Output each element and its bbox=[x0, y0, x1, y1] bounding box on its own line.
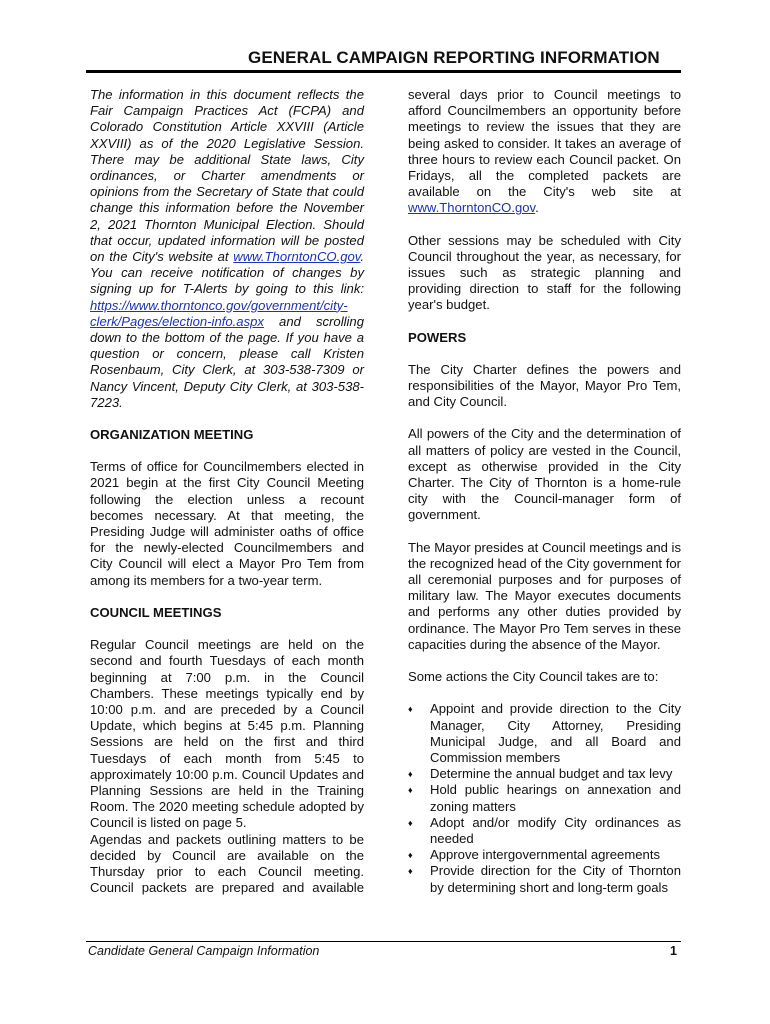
diamond-bullet-icon: ♦ bbox=[408, 785, 413, 796]
intro-text-a: The information in this document reflects the Fair Campaign Practices Act (FCPA) and Colorado Constitution Article XXVIII (Article XXVIII) as of the 2020 Legislative Session. There may be additional State laws, City ordinances, or Charter amendments or opinions from the Secretary of State that could change this information before the November 2, 2021 Thornton Municipal Election. Should that occur, updated information will be posted on the City's website at bbox=[90, 87, 364, 265]
continued-end: . bbox=[535, 200, 539, 216]
powers-text-2: All powers of the City and the determination of all matters of policy are vested in the Council, except as otherwise provided in the City Charter. The City of Thornton is a home-rule city with the Council-manager form of government. bbox=[408, 426, 681, 523]
action-text: Appoint and provide direction to the City Manager, City Attorney, Presiding Municipal Judge, and all Board and Commission members bbox=[430, 701, 681, 765]
footer-document-title: Candidate General Campaign Information bbox=[88, 944, 320, 958]
actions-intro: Some actions the City Council takes are to: bbox=[408, 669, 659, 685]
organization-meeting-heading: ORGANIZATION MEETING bbox=[90, 427, 254, 443]
list-item bbox=[408, 701, 681, 766]
organization-meeting-text: Terms of office for Councilmembers elected in 2021 begin at the first City Council Meeting following the election unless a recount becomes necessary. At that meeting, the Presiding Judge will administer oaths of office for the newly-elected Councilmembers and City Council will elect a Mayor Pro Tem from among its members for a two-year term. bbox=[90, 459, 364, 588]
action-text: Hold public hearings on annexation and zoning matters bbox=[430, 782, 681, 814]
continued-text: several days prior to Council meetings to afford Councilmembers an opportunity before meetings to review the issues that they are being asked to consider. It takes an average of three hours to review each Council packet. On Fridays, all the completed packets are available on the City's web site at bbox=[408, 87, 681, 200]
other-sessions-text: Other sessions may be scheduled with City Council throughout the year, as necessary, for issues such as strategic planning and providing direction to staff for the following year's budget. bbox=[408, 232, 681, 313]
diamond-bullet-icon: ♦ bbox=[408, 866, 413, 877]
powers-text-1: The City Charter defines the powers and responsibilities of the Mayor, Mayor Pro Tem, and City Council. bbox=[408, 361, 681, 410]
action-text: Provide direction for the City of Thornton by determining short and long-term goals bbox=[430, 863, 681, 895]
action-text: Approve intergovernmental agreements bbox=[430, 847, 660, 863]
diamond-bullet-icon: ♦ bbox=[408, 704, 413, 715]
list-item bbox=[408, 766, 681, 782]
thornton-website-link-2[interactable]: www.ThorntonCO.gov bbox=[408, 200, 536, 216]
council-packets-text: Agendas and packets outlining matters to be decided by Council are available on the Thursday prior to each Council meeting. Council packets are prepared and available bbox=[90, 831, 364, 896]
left-column bbox=[90, 87, 364, 912]
list-item bbox=[408, 863, 681, 895]
list-item bbox=[408, 815, 681, 847]
election-info-link[interactable]: https://www.thorntonco.gov/government/city-clerk/Pages/election-info.aspx bbox=[90, 297, 348, 329]
list-item bbox=[408, 847, 681, 863]
intro-text-c: and scrolling down to the bottom of the page. If you have a question or concern, please call Kristen Rosenbaum, City Clerk, at 303-538-7309 or Nancy Vincent, Deputy City Clerk, at 303-538-7223. bbox=[90, 313, 364, 410]
diamond-bullet-icon: ♦ bbox=[408, 769, 413, 780]
intro-paragraph bbox=[90, 87, 364, 411]
page-title: GENERAL CAMPAIGN REPORTING INFORMATION bbox=[248, 48, 660, 67]
intro-text-b: . You can receive notification of changes by signing up for T-Alerts by going to this link: bbox=[90, 249, 364, 297]
powers-heading: POWERS bbox=[408, 329, 467, 345]
council-packets-continued bbox=[408, 87, 681, 217]
council-meetings-heading: COUNCIL MEETINGS bbox=[90, 604, 222, 620]
thornton-website-link[interactable]: www.ThorntonCO.gov bbox=[233, 249, 361, 265]
page-number: 1 bbox=[670, 944, 677, 958]
right-column bbox=[408, 87, 681, 896]
council-meetings-text: Regular Council meetings are held on the second and fourth Tuesdays of each month beginning at 7:00 p.m. in the Council Chambers. These meetings typically end by 10:00 p.m. and are preceded by a Council Update, which begins at 5:45 p.m. Planning Sessions are held on the first and third Tuesdays of each month from 5:45 to approximately 10:00 p.m. Council Updates and Planning Sessions are held in the Training Room. The 2020 meeting schedule adopted by Council is listed on page 5. bbox=[90, 637, 364, 831]
diamond-bullet-icon: ♦ bbox=[408, 850, 413, 861]
actions-list bbox=[408, 701, 681, 895]
powers-text-3: The Mayor presides at Council meetings and is the recognized head of the City government for all ceremonial purposes and for purposes of military law. The Mayor executes documents and performs any other duties provided by ordinance. The Mayor Pro Tem serves in these capacities during the absence of the Mayor. bbox=[408, 539, 681, 652]
list-item bbox=[408, 782, 681, 814]
action-text: Determine the annual budget and tax levy bbox=[430, 766, 673, 782]
diamond-bullet-icon: ♦ bbox=[408, 817, 413, 828]
action-text: Adopt and/or modify City ordinances as needed bbox=[430, 814, 681, 846]
footer-divider bbox=[86, 941, 681, 942]
title-divider bbox=[86, 70, 681, 73]
